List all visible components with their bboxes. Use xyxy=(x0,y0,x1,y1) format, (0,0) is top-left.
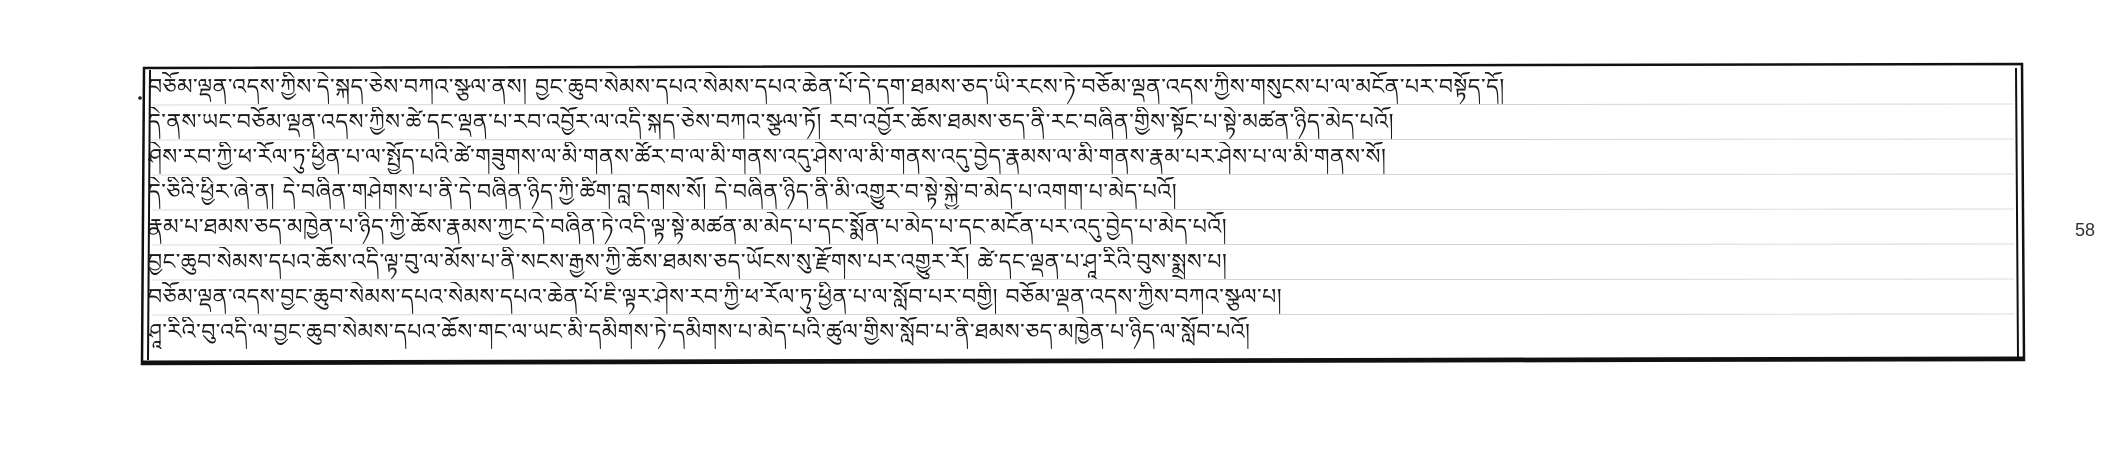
text-line: ཤེས་རབ་ཀྱི་ཕ་རོལ་ཏུ་ཕྱིན་པ་ལ་སྤྱོད་པའི་ཚེ་གཟུགས་ལ་མི་གནས་ཚོར་བ་ལ་མི་གནས་འདུ་ཤེས་ལ་མི་གནས་འདུ་བྱེད་རྣམས་ལ་མི་གནས་རྣམ་པར་ཤེས་པ་ལ་མི་གནས་སོ། xyxy=(148,145,1387,170)
text-line: བཅོམ་ལྡན་འདས་བྱང་ཆུབ་སེམས་དཔའ་སེམས་དཔའ་ཆེན་པོ་ཇི་ལྟར་ཤེས་རབ་ཀྱི་ཕ་རོལ་ཏུ་ཕྱིན་པ་ལ་སློབ་པར་བགྱི། བཅོམ་ལྡན་འདས་ཀྱིས་བཀའ་སྩལ་པ། xyxy=(148,285,1283,310)
text-line: དེ་ནས་ཡང་བཅོམ་ལྡན་འདས་ཀྱིས་ཚེ་དང་ལྡན་པ་རབ་འབྱོར་ལ་འདི་སྐད་ཅེས་བཀའ་སྩལ་ཏོ། རབ་འབྱོར་ཆོས་ཐམས་ཅད་ནི་རང་བཞིན་གྱིས་སྟོང་པ་སྟེ་མཚན་ཉིད་མེད་པའོ། xyxy=(148,110,1394,135)
text-line: དེ་ཅིའི་ཕྱིར་ཞེ་ན། དེ་བཞིན་གཤེགས་པ་ནི་དེ་བཞིན་ཉིད་ཀྱི་ཚིག་བླ་དགས་སོ། དེ་བཞིན་ཉིད་ནི་མི་འགྱུར་བ་སྟེ་སྐྱེ་བ་མེད་པ་འགག་པ་མེད་པའོ། xyxy=(148,180,1178,205)
text-line: རྣམ་པ་ཐམས་ཅད་མཁྱེན་པ་ཉིད་ཀྱི་ཆོས་རྣམས་ཀྱང་དེ་བཞིན་ཏེ་འདི་ལྟ་སྟེ་མཚན་མ་མེད་པ་དང་སྨོན་པ་མེད་པ་དང་མངོན་པར་འདུ་བྱེད་པ་མེད་པའོ། xyxy=(148,215,1228,240)
manuscript-folio xyxy=(138,60,2028,370)
text-line: བྱང་ཆུབ་སེམས་དཔའ་ཆོས་འདི་ལྟ་བུ་ལ་མོས་པ་ནི་སངས་རྒྱས་ཀྱི་ཆོས་ཐམས་ཅད་ཡོངས་སུ་རྫོགས་པར་འགྱུར་རོ། ཚེ་དང་ལྡན་པ་ཤཱ་རིའི་བུས་སྨྲས་པ། xyxy=(148,250,1228,275)
text-line: བཅོམ་ལྡན་འདས་ཀྱིས་དེ་སྐད་ཅེས་བཀའ་སྩལ་ནས། བྱང་ཆུབ་སེམས་དཔའ་སེམས་དཔའ་ཆེན་པོ་དེ་དག་ཐམས་ཅད་ཡི་རངས་ཏེ་བཅོམ་ལྡན་འདས་ཀྱིས་གསུངས་པ་ལ་མངོན་པར་བསྟོད་དོ། xyxy=(148,75,1505,100)
text-line: ཤཱ་རིའི་བུ་འདི་ལ་བྱང་ཆུབ་སེམས་དཔའ་ཆོས་གང་ལ་ཡང་མི་དམིགས་ཏེ་དམིགས་པ་མེད་པའི་ཚུལ་གྱིས་སློབ་པ་ནི་ཐམས་ཅད་མཁྱེན་པ་ཉིད་ལ་སློབ་པའོ། xyxy=(148,320,1251,345)
page-number: 58 xyxy=(2075,220,2096,240)
